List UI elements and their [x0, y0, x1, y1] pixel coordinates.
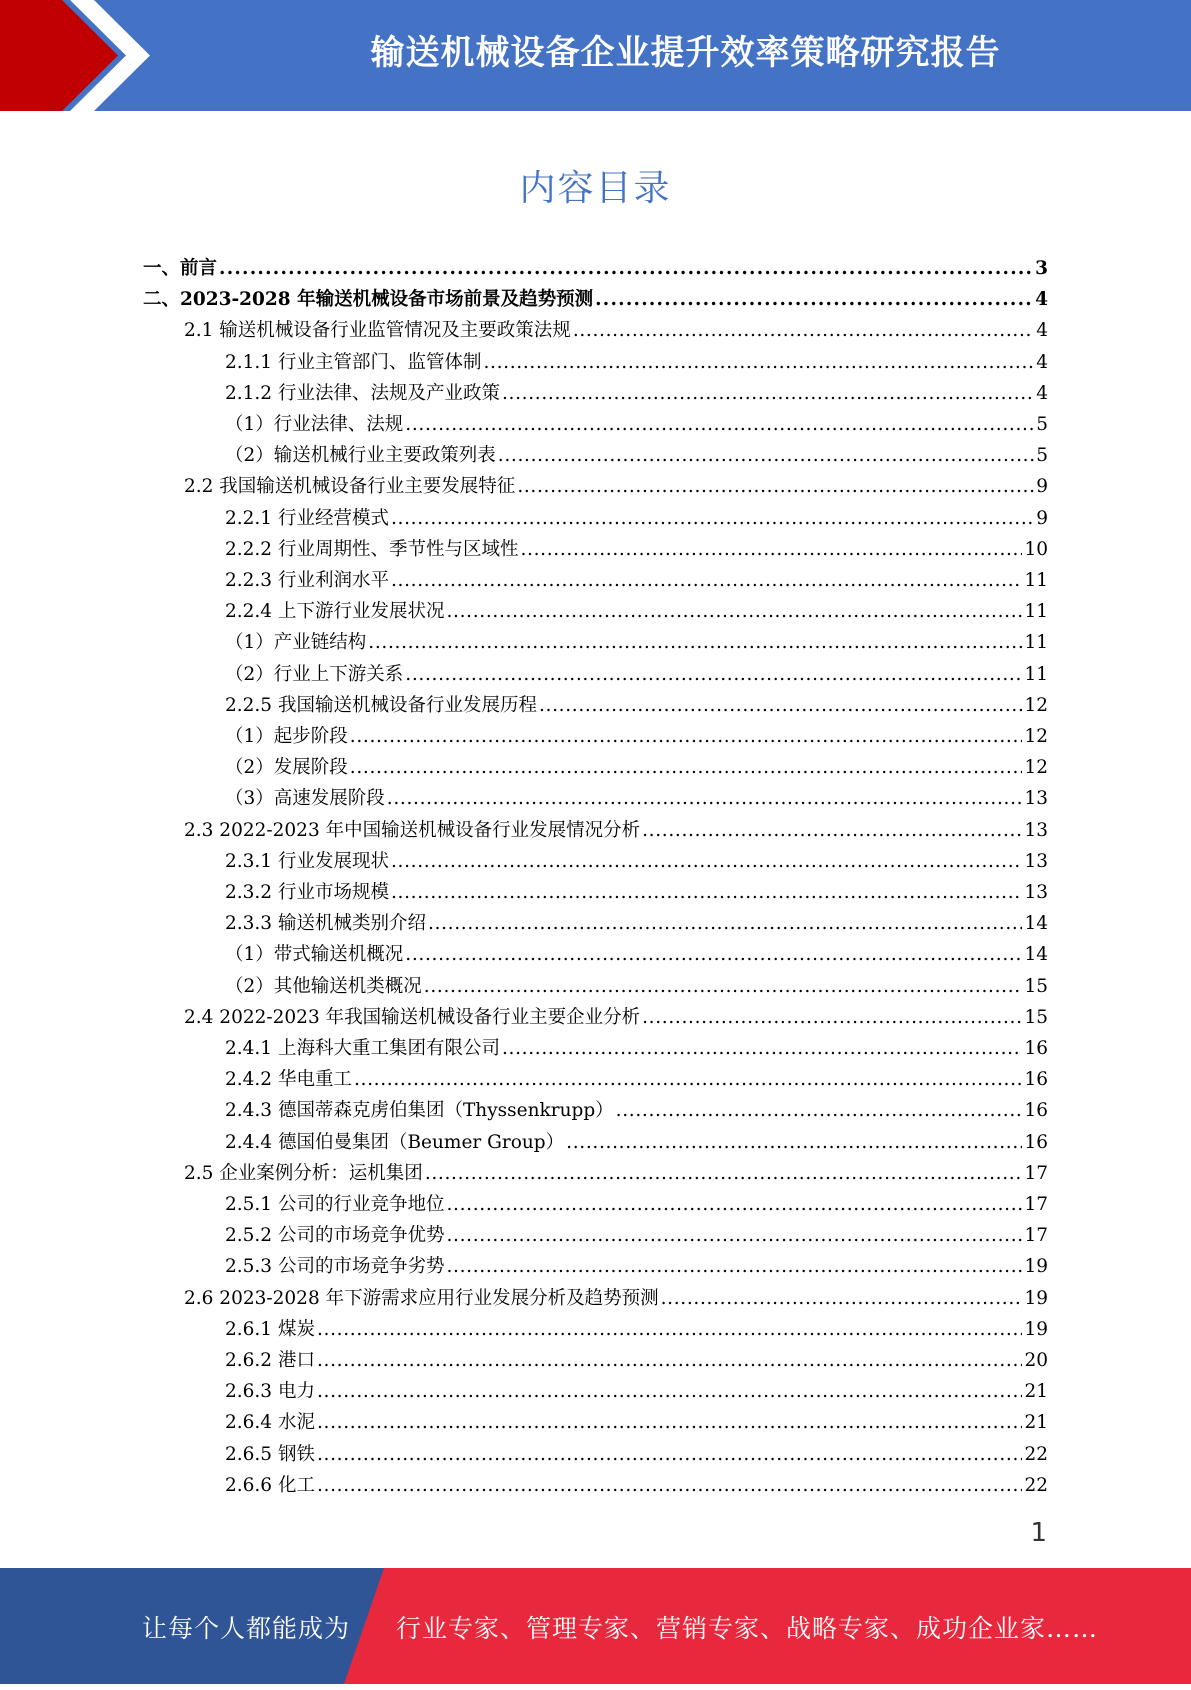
toc-entry-page: 13 [1024, 788, 1048, 809]
toc-dot-leader [219, 253, 1033, 284]
toc-dot-leader [317, 1314, 1023, 1345]
toc-entry-page: 5 [1036, 414, 1048, 435]
toc-entry-page: 11 [1024, 601, 1048, 622]
toc-entry-page: 15 [1024, 976, 1048, 997]
toc-entry-title: 2.6.6 化工 [225, 1475, 315, 1496]
toc-dot-leader [502, 1033, 1022, 1064]
toc-entry-page: 10 [1024, 539, 1048, 560]
toc-entry[interactable] [225, 721, 1048, 752]
toc-entry-title: 2.5 企业案例分析：运机集团 [184, 1163, 423, 1184]
toc-entry-page: 21 [1024, 1412, 1048, 1433]
toc-entry-title: （3）高速发展阶段 [225, 788, 385, 809]
toc-entry-title: （1）行业法律、法规 [225, 414, 404, 435]
toc-entry-title: 2.4 2022-2023 年我国输送机械设备行业主要企业分析 [184, 1007, 641, 1028]
toc-entry[interactable] [225, 627, 1048, 658]
toc-dot-leader [517, 471, 1034, 502]
toc-entry-page: 17 [1024, 1194, 1048, 1215]
toc-entry-title: （2）发展阶段 [225, 757, 348, 778]
toc-entry[interactable] [184, 315, 1048, 346]
toc-entry[interactable] [225, 783, 1048, 814]
toc-entry-page: 15 [1024, 1007, 1048, 1028]
toc-dot-leader [354, 1064, 1023, 1095]
toc-entry-title: 2.5.2 公司的市场竞争优势 [225, 1225, 445, 1246]
toc-entry[interactable] [143, 253, 1048, 284]
toc-entry[interactable] [225, 565, 1048, 596]
toc-dot-leader [642, 1002, 1022, 1033]
toc-dot-leader [317, 1439, 1023, 1470]
toc-dot-leader [446, 1189, 1022, 1220]
toc-entry-title: 2.2 我国输送机械设备行业主要发展特征 [184, 476, 516, 497]
toc-entry[interactable] [225, 1376, 1048, 1407]
toc-entry-title: 2.4.1 上海科大重工集团有限公司 [225, 1038, 500, 1059]
toc-dot-leader [425, 1158, 1023, 1189]
footer-slogan-left: 让每个人都能成为 [142, 1614, 351, 1643]
toc-entry-title: （1）产业链结构 [225, 632, 367, 653]
footer-slogan-right: 行业专家、管理专家、营销专家、战略专家、成功企业家…… [396, 1614, 1099, 1643]
toc-dot-leader [595, 284, 1033, 315]
toc-entry-title: 2.6.1 煤炭 [225, 1319, 315, 1340]
toc-entry[interactable] [225, 1095, 1048, 1126]
toc-entry-page: 16 [1024, 1132, 1048, 1153]
toc-entry[interactable] [225, 939, 1048, 970]
toc-dot-leader [573, 315, 1034, 346]
toc-entry[interactable] [184, 471, 1048, 502]
toc-entry-title: （1）带式输送机概况 [225, 944, 404, 965]
toc-entry-page: 19 [1024, 1256, 1048, 1277]
toc-entry-title: 2.3.1 行业发展现状 [225, 851, 389, 872]
toc-entry[interactable] [225, 596, 1048, 627]
toc-dot-leader [520, 534, 1022, 565]
toc-entry-page: 22 [1024, 1444, 1048, 1465]
toc-entry-title: 2.2.1 行业经营模式 [225, 508, 389, 529]
toc-dot-leader [368, 627, 1022, 658]
toc-entry-title: 2.4.4 德国伯曼集团（Beumer Group） [225, 1132, 565, 1153]
toc-entry-title: 2.3.3 输送机械类别介绍 [225, 913, 426, 934]
report-title: 输送机械设备企业提升效率策略研究报告 [370, 33, 1001, 73]
toc-dot-leader [566, 1127, 1022, 1158]
toc-entry-page: 3 [1035, 258, 1048, 279]
toc-dot-leader [405, 409, 1034, 440]
toc-entry[interactable] [184, 815, 1048, 846]
toc-entry-page: 4 [1036, 383, 1048, 404]
toc-entry[interactable] [225, 1407, 1048, 1438]
toc-dot-leader [446, 1251, 1022, 1282]
toc-entry-title: 一、前言 [143, 258, 218, 279]
toc-entry-page: 21 [1024, 1381, 1048, 1402]
toc-dot-leader [405, 939, 1022, 970]
toc-entry-page: 12 [1024, 695, 1048, 716]
toc-entry-page: 4 [1035, 289, 1048, 310]
toc-entry[interactable] [225, 378, 1048, 409]
toc-entry[interactable] [225, 971, 1048, 1002]
toc-entry[interactable] [184, 1158, 1048, 1189]
toc-dot-leader [446, 596, 1022, 627]
toc-dot-leader [317, 1470, 1023, 1501]
toc-entry-title: 2.4.3 德国蒂森克虏伯集团（Thyssenkrupp） [225, 1100, 614, 1121]
toc-entry[interactable] [225, 1470, 1048, 1501]
toc-dot-leader [661, 1283, 1023, 1314]
toc-dot-leader [391, 565, 1022, 596]
toc-dot-leader [391, 503, 1034, 534]
toc-entry-title: 2.1.1 行业主管部门、监管体制 [225, 352, 482, 373]
toc-entry[interactable] [225, 846, 1048, 877]
toc-entry-title: 2.2.4 上下游行业发展状况 [225, 601, 445, 622]
toc-dot-leader [317, 1376, 1023, 1407]
toc-entry-page: 20 [1024, 1350, 1048, 1371]
toc-entry[interactable] [184, 1283, 1048, 1314]
toc-dot-leader [483, 347, 1034, 378]
toc-entry-title: （2）输送机械行业主要政策列表 [225, 445, 496, 466]
toc-entry[interactable] [225, 534, 1048, 565]
toc-entry[interactable] [225, 440, 1048, 471]
footer-banner [0, 1568, 1191, 1684]
toc-entry[interactable] [225, 503, 1048, 534]
toc-entry[interactable] [225, 409, 1048, 440]
toc-dot-leader [391, 846, 1022, 877]
toc-entry-title: 2.1 输送机械设备行业监管情况及主要政策法规 [184, 320, 571, 341]
toc-entry-page: 11 [1024, 664, 1048, 685]
toc-dot-leader [502, 378, 1034, 409]
toc-entry[interactable] [225, 1314, 1048, 1345]
toc-entry-page: 19 [1024, 1288, 1048, 1309]
toc-entry-page: 9 [1036, 508, 1048, 529]
page-number: 1 [1030, 1518, 1047, 1548]
chevron-logo-icon [0, 0, 160, 111]
toc-entry-page: 12 [1024, 726, 1048, 747]
toc-dot-leader [405, 659, 1022, 690]
toc-entry-page: 19 [1024, 1319, 1048, 1340]
toc-entry[interactable] [225, 752, 1048, 783]
toc-entry-page: 11 [1024, 570, 1048, 591]
toc-entry-page: 13 [1024, 820, 1048, 841]
toc-entry-title: 2.6.4 水泥 [225, 1412, 315, 1433]
toc-entry-title: 2.3.2 行业市场规模 [225, 882, 389, 903]
toc-entry-title: 2.4.2 华电重工 [225, 1069, 352, 1090]
toc-entry-title: （1）起步阶段 [225, 726, 348, 747]
toc-entry-page: 17 [1024, 1225, 1048, 1246]
toc-entry-title: 2.6.3 电力 [225, 1381, 315, 1402]
toc-entry-page: 9 [1036, 476, 1048, 497]
toc-entry-page: 4 [1036, 352, 1048, 373]
toc-dot-leader [428, 908, 1022, 939]
toc-dot-leader [424, 971, 1023, 1002]
toc-entry-page: 13 [1024, 851, 1048, 872]
toc-entry-title: 二、2023-2028 年输送机械设备市场前景及趋势预测 [143, 289, 594, 310]
toc-entry-page: 13 [1024, 882, 1048, 903]
toc-entry-page: 4 [1036, 320, 1048, 341]
toc-dot-leader [350, 752, 1023, 783]
toc-dot-leader [539, 690, 1022, 721]
toc-entry-title: 2.2.5 我国输送机械设备行业发展历程 [225, 695, 537, 716]
toc-entry-title: 2.6 2023-2028 年下游需求应用行业发展分析及趋势预测 [184, 1288, 659, 1309]
toc-entry[interactable] [225, 1033, 1048, 1064]
toc-dot-leader [498, 440, 1034, 471]
toc-entry-title: 2.6.2 港口 [225, 1350, 315, 1371]
toc-heading: 内容目录 [519, 168, 672, 209]
toc-entry-page: 16 [1024, 1038, 1048, 1059]
toc-entry-page: 14 [1024, 944, 1048, 965]
toc-entry-title: 2.1.2 行业法律、法规及产业政策 [225, 383, 500, 404]
toc-entry[interactable] [225, 1064, 1048, 1095]
toc-entry[interactable] [225, 1189, 1048, 1220]
toc-dot-leader [317, 1407, 1023, 1438]
toc-entry-title: 2.5.1 公司的行业竞争地位 [225, 1194, 445, 1215]
toc-dot-leader [387, 783, 1023, 814]
toc-entry-page: 22 [1024, 1475, 1048, 1496]
toc-dot-leader [642, 815, 1022, 846]
toc-entry-title: 2.3 2022-2023 年中国输送机械设备行业发展情况分析 [184, 820, 641, 841]
toc-entry[interactable] [225, 1251, 1048, 1282]
toc-entry[interactable] [225, 1220, 1048, 1251]
toc-entry[interactable] [225, 908, 1048, 939]
toc-entry-page: 12 [1024, 757, 1048, 778]
toc-entry[interactable] [225, 1127, 1048, 1158]
toc-entry-page: 11 [1024, 632, 1048, 653]
toc-dot-leader [350, 721, 1023, 752]
toc-entry-title: 2.2.2 行业周期性、季节性与区域性 [225, 539, 519, 560]
toc-dot-leader [616, 1095, 1023, 1126]
toc-entry[interactable] [225, 1439, 1048, 1470]
toc-entry-page: 14 [1024, 913, 1048, 934]
toc-dot-leader [391, 877, 1022, 908]
toc-entry[interactable] [225, 690, 1048, 721]
toc-entry-title: 2.2.3 行业利润水平 [225, 570, 389, 591]
toc-entry-title: （2）行业上下游关系 [225, 664, 404, 685]
toc-entry[interactable] [225, 347, 1048, 378]
toc-entry[interactable] [225, 659, 1048, 690]
toc-entry-title: （2）其他输送机类概况 [225, 976, 422, 997]
toc-dot-leader [446, 1220, 1022, 1251]
toc-entry-title: 2.6.5 钢铁 [225, 1444, 315, 1465]
toc-entry-title: 2.5.3 公司的市场竞争劣势 [225, 1256, 445, 1277]
toc-dot-leader [317, 1345, 1023, 1376]
toc-entry[interactable] [184, 1002, 1048, 1033]
toc-entry[interactable] [225, 877, 1048, 908]
toc-entry-page: 16 [1024, 1069, 1048, 1090]
toc-entry[interactable] [143, 284, 1048, 315]
header-banner [0, 0, 1191, 111]
toc-entry-page: 17 [1024, 1163, 1048, 1184]
toc-entry-page: 16 [1024, 1100, 1048, 1121]
toc-entry[interactable] [225, 1345, 1048, 1376]
toc-entry-page: 5 [1036, 445, 1048, 466]
